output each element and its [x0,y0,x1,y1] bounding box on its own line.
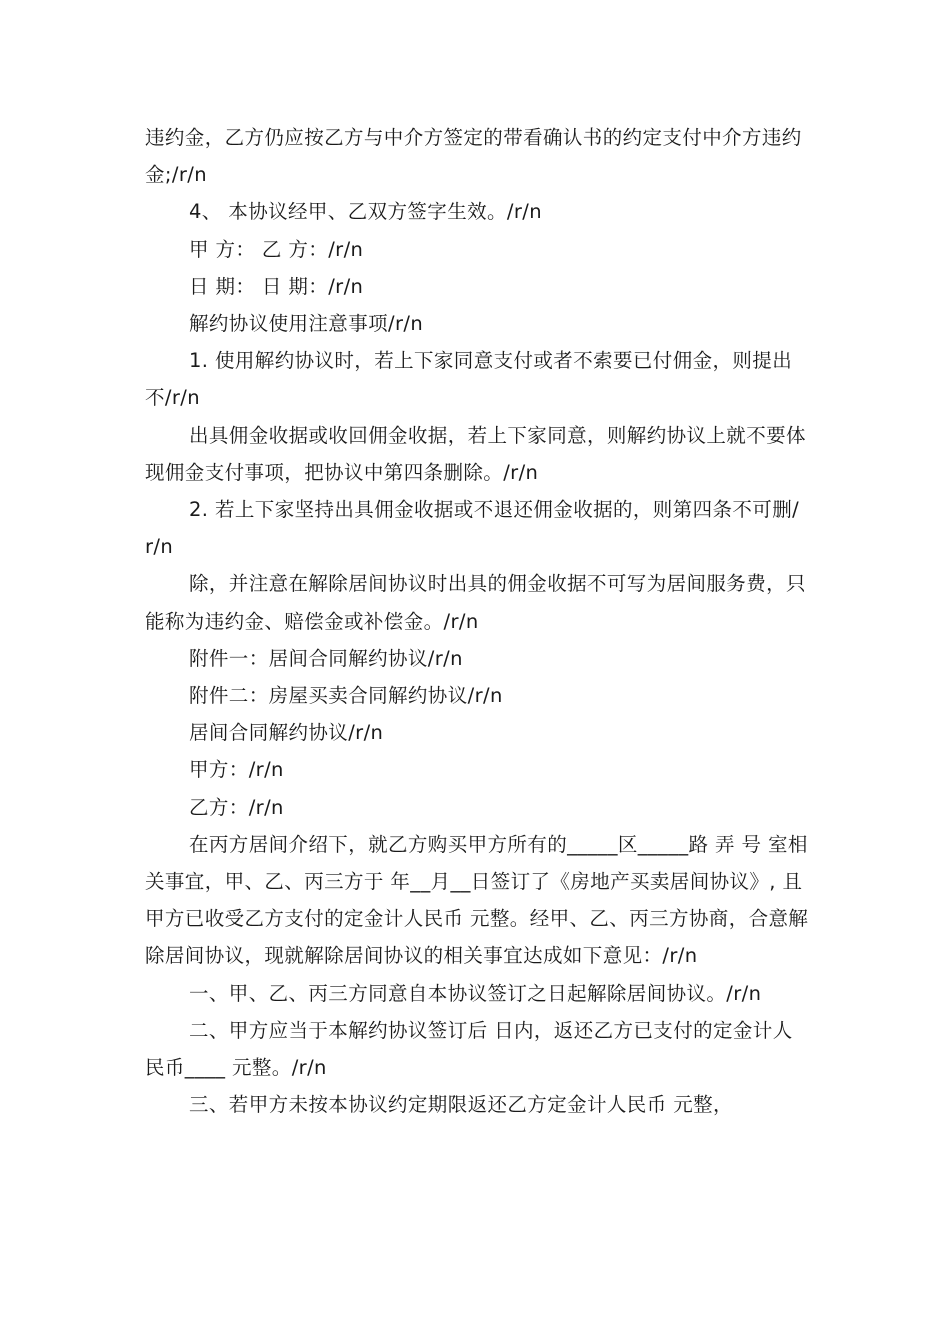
paragraph: 一、甲、乙、丙三方同意自本协议签订之日起解除居间协议。/r/n [189,981,762,1005]
paragraph: 三、若甲方未按本协议约定期限返还乙方定金计人民币 元整， [189,1093,733,1117]
paragraph: 乙方：/r/n [189,795,284,819]
paragraph: 在丙方居间介绍下，就乙方购买甲方所有的_____区_____路 弄 号 室相关事宜，甲、乙、丙三方于 年__月__日签订了《房地产买卖居间协议》, 且甲方已收受乙方支付的定金计人民币 元整。经甲、乙、丙三方协商，合意解除居间协议，现就解除居间协议的相关事宜达成如下意见：/r/n [145,832,809,968]
paragraph: 居间合同解约协议/r/n [189,721,384,745]
paragraph: 违约金，乙方仍应按乙方与中介方签定的带看确认书的约定支付中介方违约金;/r/n [145,126,802,187]
paragraph: 解约协议使用注意事项/r/n [189,312,424,336]
paragraph: 日 期： 日 期：/r/n [189,274,364,298]
paragraph: 甲方：/r/n [189,758,284,782]
document-body [145,119,810,1123]
paragraph: 2. 若上下家坚持出具佣金收据或不退还佣金收据的，则第四条不可删/r/n [145,498,800,559]
paragraph: 甲 方： 乙 方：/r/n [189,237,364,261]
paragraph: 除，并注意在解除居间协议时出具的佣金收据不可写为居间服务费，只能称为违约金、赔偿金或补偿金。/r/n [145,572,806,633]
paragraph: 二、甲方应当于本解约协议签订后 日内，返还乙方已支付的定金计人民币____ 元整。/r/n [145,1018,793,1080]
paragraph: 出具佣金收据或收回佣金收据，若上下家同意，则解约协议上就不要体现佣金支付事项，把协议中第四条删除。/r/n [145,423,806,484]
paragraph: 4、 本协议经甲、乙双方签字生效。/r/n [189,200,543,224]
paragraph: 1. 使用解约协议时，若上下家同意支付或者不索要已付佣金，则提出不/r/n [145,349,793,410]
paragraph: 附件一：居间合同解约协议/r/n [189,646,463,670]
paragraph: 附件二：房屋买卖合同解约协议/r/n [189,684,503,708]
